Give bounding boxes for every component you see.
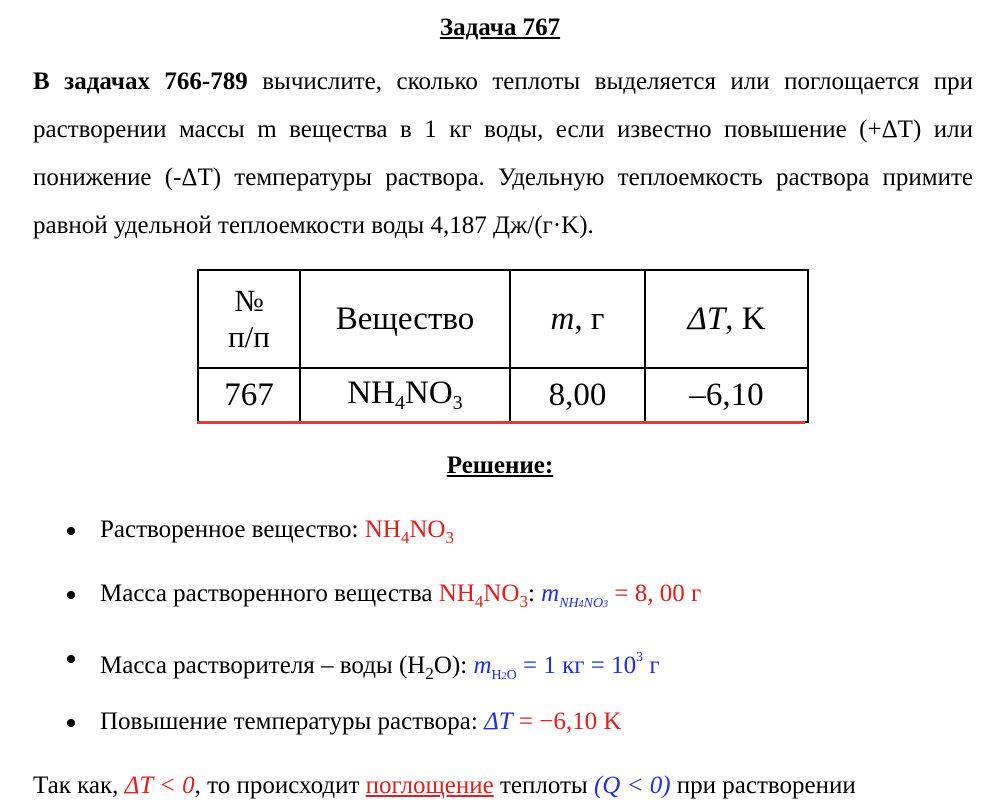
table-row [198, 368, 808, 422]
fact-label: Растворенное вещество: [100, 516, 365, 543]
fact-colon: : [527, 580, 542, 607]
mass-equation: = 8, 00 г [608, 580, 702, 607]
water-mass-variable: m [473, 652, 492, 679]
text-part: при растворении [670, 772, 856, 799]
sub-part: O [506, 668, 517, 683]
text-part: теплоты [493, 772, 594, 799]
solution-title: Решение: [446, 452, 554, 479]
sub-part: 4 [578, 599, 584, 610]
delta-t-variable: ΔT [484, 708, 513, 735]
sub-part: 3 [603, 599, 609, 610]
formula-sub: 4 [400, 528, 410, 547]
cell-dt: –6,10 [645, 368, 808, 422]
formula-part: NO [409, 516, 446, 543]
q-formula: (Q < 0) [593, 772, 671, 799]
formula-part: NH [364, 516, 401, 543]
list-item [55, 569, 701, 633]
list-item [55, 633, 701, 697]
formula-sub: 3 [519, 592, 528, 611]
water-exponent: 3 [636, 650, 644, 665]
mass-subscript [559, 596, 608, 611]
cell-substance-sub1: 4 [395, 392, 405, 414]
header-dt-unit: , K [725, 300, 766, 337]
header-mass [510, 270, 645, 368]
header-mass-unit: , г [574, 300, 605, 337]
page-title: Задача 767 [439, 14, 561, 41]
data-table-wrapper [197, 269, 809, 423]
problem-statement [33, 58, 973, 250]
formula-part: NO [483, 580, 520, 607]
highlight-word: поглощение [365, 772, 494, 799]
cell-num: 767 [198, 368, 300, 422]
cell-substance-b: NO [405, 375, 453, 411]
list-item [55, 505, 701, 569]
formula-part: NH [438, 580, 475, 607]
sub-part: NH [559, 596, 579, 611]
fact-label: Повышение температуры раствора: [100, 708, 485, 735]
sub-part: NO [583, 596, 604, 611]
header-substance: Вещество [300, 270, 510, 368]
header-num [198, 270, 300, 368]
formula-sub: 3 [445, 528, 454, 547]
water-unit: г [643, 652, 660, 679]
cell-substance-sub2: 3 [452, 392, 463, 414]
table-underline [197, 421, 805, 424]
mass-variable: m [541, 580, 560, 607]
header-num-line1: № [234, 283, 264, 318]
text-part: Так как, [33, 772, 125, 799]
list-item [55, 697, 701, 761]
fact-label-end: O): [433, 652, 474, 679]
formula-sub: 4 [474, 592, 484, 611]
cell-mass: 8,00 [510, 368, 645, 422]
water-equation: = 1 кг = 10 [516, 652, 637, 679]
cell-substance [300, 368, 510, 422]
header-dt-var: ΔT [687, 300, 726, 337]
fact-formula [438, 580, 528, 611]
given-list [55, 505, 701, 761]
header-mass-var: m [550, 300, 575, 337]
fact-label-sub: 2 [425, 664, 434, 683]
text-part: , то происходит [194, 772, 366, 799]
problem-lead: В задачах 766-789 [33, 68, 248, 95]
cell-substance-a: NH [347, 375, 395, 411]
header-num-line2: п/п [228, 319, 270, 354]
conclusion-text [33, 766, 973, 806]
problem-text: вычислите, сколько теплоты выделяется или поглощается при растворении массы m вещества в 1 кг воды, если известно повышение (+ΔT) или понижение (-ΔT) температуры раствора. Удельную теплоемкость раствора примите равной удельной теплоемкости воды 4,187 Дж/(г·K). [33, 68, 973, 239]
condition-formula: ΔT < 0 [124, 772, 195, 799]
table-header-row [198, 270, 808, 368]
data-table [197, 269, 809, 423]
sub-part: 2 [501, 671, 507, 682]
water-subscript [492, 668, 517, 683]
fact-label: Масса растворенного вещества [100, 580, 439, 607]
delta-t-equation: = −6,10 K [512, 708, 622, 735]
header-dt [645, 270, 808, 368]
fact-label: Масса растворителя – воды (H [100, 652, 426, 679]
fact-value [364, 516, 454, 547]
sub-part: H [491, 668, 502, 683]
